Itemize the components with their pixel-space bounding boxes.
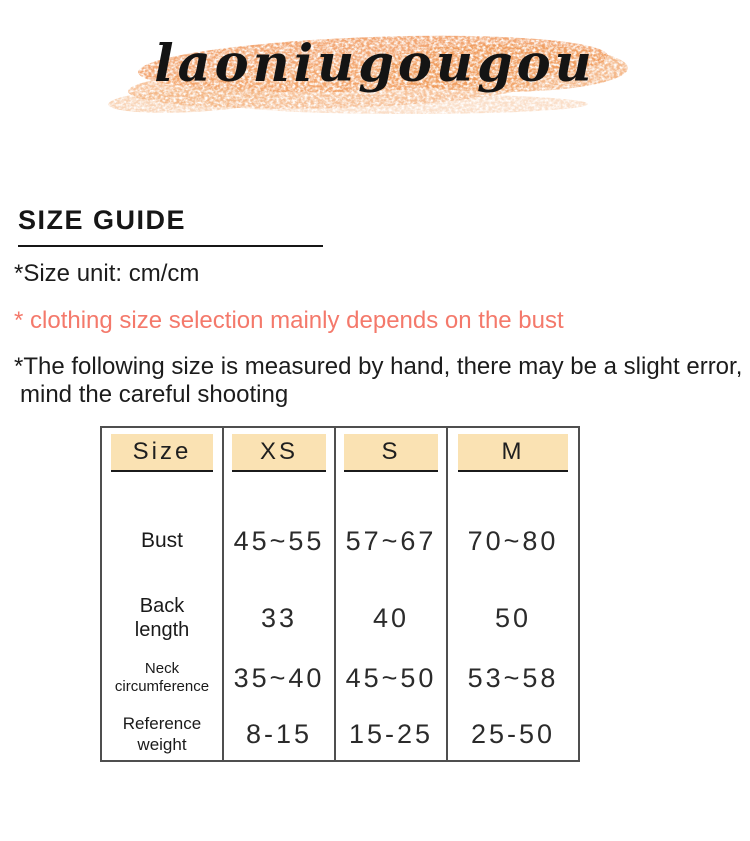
back-length-value-s: 40 xyxy=(335,589,447,647)
header-label-size: Size xyxy=(132,437,192,465)
page-title: SIZE GUIDE xyxy=(18,205,187,235)
note-size-unit: *Size unit: cm/cm xyxy=(14,260,200,287)
header-cell-m xyxy=(447,427,579,477)
size-table xyxy=(100,426,580,762)
row-label-back-length: Back length xyxy=(134,594,190,641)
table-row-back-length xyxy=(101,589,579,647)
weight-value-m: 25-50 xyxy=(447,709,579,761)
brand-header xyxy=(0,0,750,160)
header-cell-size xyxy=(101,427,223,477)
weight-value-s: 15-25 xyxy=(335,709,447,761)
weight-value-xs: 8-15 xyxy=(223,709,335,761)
title-underline xyxy=(18,245,323,247)
table-header-row xyxy=(101,427,579,477)
header-cell-s xyxy=(335,427,447,477)
brand-logo-text: laoniugougou xyxy=(154,34,596,94)
header-box-size xyxy=(111,434,213,472)
note-highlight: * clothing size selection mainly depends on the bust xyxy=(14,307,564,334)
table-row-reference-weight xyxy=(101,709,579,761)
row-label-neck-circumference: Neck circumference xyxy=(114,659,210,695)
note-disclaimer xyxy=(14,353,750,409)
back-length-value-m: 50 xyxy=(447,589,579,647)
header-box-s xyxy=(344,434,438,472)
header-label-m: M xyxy=(501,437,525,465)
note-disclaimer-line2: mind the careful shooting xyxy=(20,381,289,408)
note-disclaimer-line1: *The following size is measured by hand, there may be a slight error, xyxy=(14,353,743,380)
bust-value-m: 70~80 xyxy=(447,477,579,589)
size-guide-section xyxy=(0,205,750,762)
header-cell-xs xyxy=(223,427,335,477)
bust-value-s: 57~67 xyxy=(335,477,447,589)
back-length-value-xs: 33 xyxy=(223,589,335,647)
neck-value-m: 53~58 xyxy=(447,647,579,709)
header-label-s: S xyxy=(381,437,401,465)
neck-value-s: 45~50 xyxy=(335,647,447,709)
header-box-m xyxy=(458,434,569,472)
row-label-reference-weight: Reference weight xyxy=(122,713,202,754)
header-box-xs xyxy=(232,434,326,472)
bust-value-xs: 45~55 xyxy=(223,477,335,589)
neck-value-xs: 35~40 xyxy=(223,647,335,709)
table-row-neck-circumference xyxy=(101,647,579,709)
row-label-bust: Bust xyxy=(140,529,184,553)
header-label-xs: XS xyxy=(259,437,298,465)
table-row-bust xyxy=(101,477,579,589)
